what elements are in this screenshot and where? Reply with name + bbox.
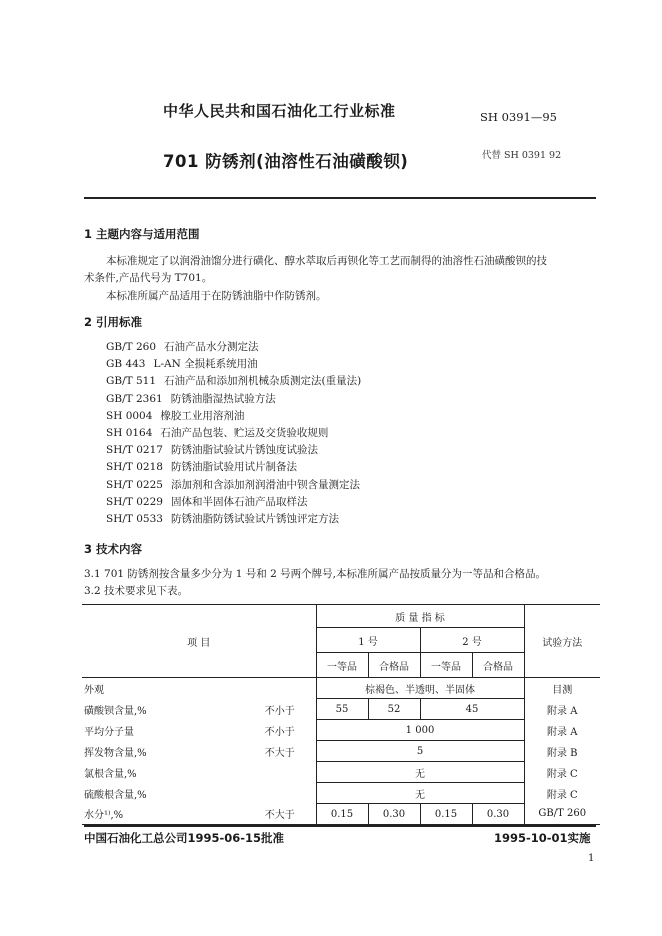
row-item: 硫酸根含量,% (84, 789, 147, 801)
row-method: 附录 C (546, 768, 578, 780)
header-grade-1: 1 号 (316, 628, 420, 653)
header-rule (84, 197, 596, 199)
reference-item (106, 425, 328, 440)
row-item: 氯根含量,% (84, 768, 137, 780)
reference-code: SH/T 0533 (106, 513, 163, 525)
section-2-heading: 2 引用标准 (84, 315, 143, 329)
row-limit: 不大于 (244, 804, 316, 825)
reference-item (106, 442, 318, 457)
reference-code: GB/T 2361 (106, 392, 163, 405)
requirements-table (82, 604, 600, 825)
table-row (82, 804, 600, 825)
row-value: 0.15 (316, 804, 368, 825)
reference-item (106, 511, 339, 526)
row-item: 挥发物含量,% (84, 747, 147, 759)
reference-code: SH/T 0217 (106, 444, 163, 457)
reference-item (106, 408, 244, 423)
table-row (82, 699, 600, 720)
reference-code: SH/T 0229 (106, 495, 163, 508)
reference-code: SH 0164 (106, 427, 153, 439)
replaces-note: 代替 SH 0391 92 (482, 150, 562, 161)
row-method: 附录 C (546, 789, 578, 801)
table-row (82, 741, 600, 762)
row-method: GB/T 260 (524, 804, 600, 825)
row-value: 55 (316, 699, 368, 720)
row-value: 52 (368, 699, 420, 720)
row-value: 无 (316, 762, 524, 783)
reference-title: 添加剂和含添加剂润滑油中钡含量测定法 (170, 478, 360, 491)
reference-code: SH/T 0225 (106, 478, 163, 491)
reference-code: GB/T 511 (106, 375, 157, 388)
header-qualified-2: 合格品 (472, 653, 524, 678)
section-1-para-line2: 术条件,产品代号为 T701。 (84, 272, 213, 284)
footer-rule (84, 825, 596, 827)
reference-title: 橡胶工业用溶剂油 (160, 409, 245, 422)
section-1-para2: 本标准所属产品适用于在防锈油脂中作防锈剂。 (106, 290, 327, 302)
reference-code: SH 0004 (106, 409, 153, 422)
reference-item (106, 477, 360, 492)
clause-3-1: 3.1 701 防锈剂按含量多少分为 1 号和 2 号两个牌号,本标准所属产品按质量分为一等品和合格品。 (84, 568, 546, 580)
header-quality: 质 量 指 标 (316, 605, 524, 628)
reference-item (106, 373, 361, 388)
page-number: 1 (588, 853, 595, 864)
reference-item (106, 391, 276, 406)
reference-title: 防锈油脂湿热试验方法 (170, 392, 276, 405)
row-method: 附录 B (546, 747, 578, 759)
reference-item (106, 339, 259, 354)
reference-title: L-AN 全损耗系统用油 (153, 358, 258, 371)
reference-item (106, 356, 258, 371)
row-value: 0.15 (420, 804, 472, 825)
table-row (82, 783, 600, 804)
header-first-class-1: 一等品 (316, 653, 368, 678)
row-value: 1 000 (316, 720, 524, 741)
row-value: 0.30 (368, 804, 420, 825)
reference-title: 石油产品水分测定法 (164, 341, 259, 353)
effective-date: 1995-10-01实施 (494, 831, 591, 845)
header-grade-2: 2 号 (420, 628, 524, 653)
header-qualified-1: 合格品 (368, 653, 420, 678)
table-row (82, 762, 600, 783)
row-item: 外观 (84, 684, 104, 696)
row-item: 磺酸钡含量,% (84, 705, 147, 717)
clause-3-2: 3.2 技术要求见下表。 (84, 585, 189, 597)
row-value: 0.30 (472, 804, 524, 825)
reference-item (106, 494, 307, 509)
header-first-class-2: 一等品 (420, 653, 472, 678)
document-title: 701 防锈剂(油溶性石油磺酸钡) (163, 152, 409, 171)
reference-title: 石油产品包装、贮运及交货验收规则 (160, 427, 329, 439)
reference-title: 固体和半固体石油产品取样法 (170, 495, 308, 508)
reference-title: 防锈油脂防锈试验试片锈蚀评定方法 (170, 513, 339, 525)
row-value: 5 (316, 741, 524, 762)
row-item: 水分¹⁾,% (82, 804, 244, 825)
header-method: 试验方法 (524, 605, 600, 678)
row-value: 45 (420, 699, 524, 720)
reference-code: GB/T 260 (106, 341, 157, 353)
row-method: 附录 A (547, 726, 578, 738)
row-limit: 不小于 (264, 705, 295, 717)
section-1-heading: 1 主题内容与适用范围 (84, 227, 200, 241)
org-title: 中华人民共和国石油化工行业标准 (163, 102, 396, 120)
section-3-heading: 3 技术内容 (84, 542, 143, 556)
row-item: 平均分子量 (84, 726, 134, 738)
section-1-para-line1: 本标准规定了以润滑油馏分进行磺化、醇水萃取后再钡化等工艺而制得的油溶性石油磺酸钡的技 (106, 255, 547, 267)
standard-code: SH 0391—95 (480, 110, 557, 124)
row-value: 无 (316, 783, 524, 804)
row-limit: 不小于 (264, 726, 295, 738)
reference-title: 石油产品和添加剂机械杂质测定法(重量法) (164, 375, 362, 388)
reference-title: 防锈油脂试验试片锈蚀度试验法 (170, 444, 318, 457)
table-row (82, 678, 600, 699)
reference-title: 防锈油脂试验用试片制备法 (170, 461, 297, 474)
row-method: 附录 A (547, 705, 578, 717)
reference-code: SH/T 0218 (106, 461, 163, 474)
table-row (82, 720, 600, 741)
reference-item (106, 459, 297, 474)
row-limit: 不大于 (264, 747, 295, 759)
approval-note: 中国石油化工总公司1995-06-15批准 (84, 831, 285, 845)
reference-code: GB 443 (106, 358, 146, 371)
row-value: 棕褐色、半透明、半固体 (316, 678, 524, 699)
row-method: 目测 (552, 684, 573, 696)
header-item: 项 目 (82, 605, 316, 678)
